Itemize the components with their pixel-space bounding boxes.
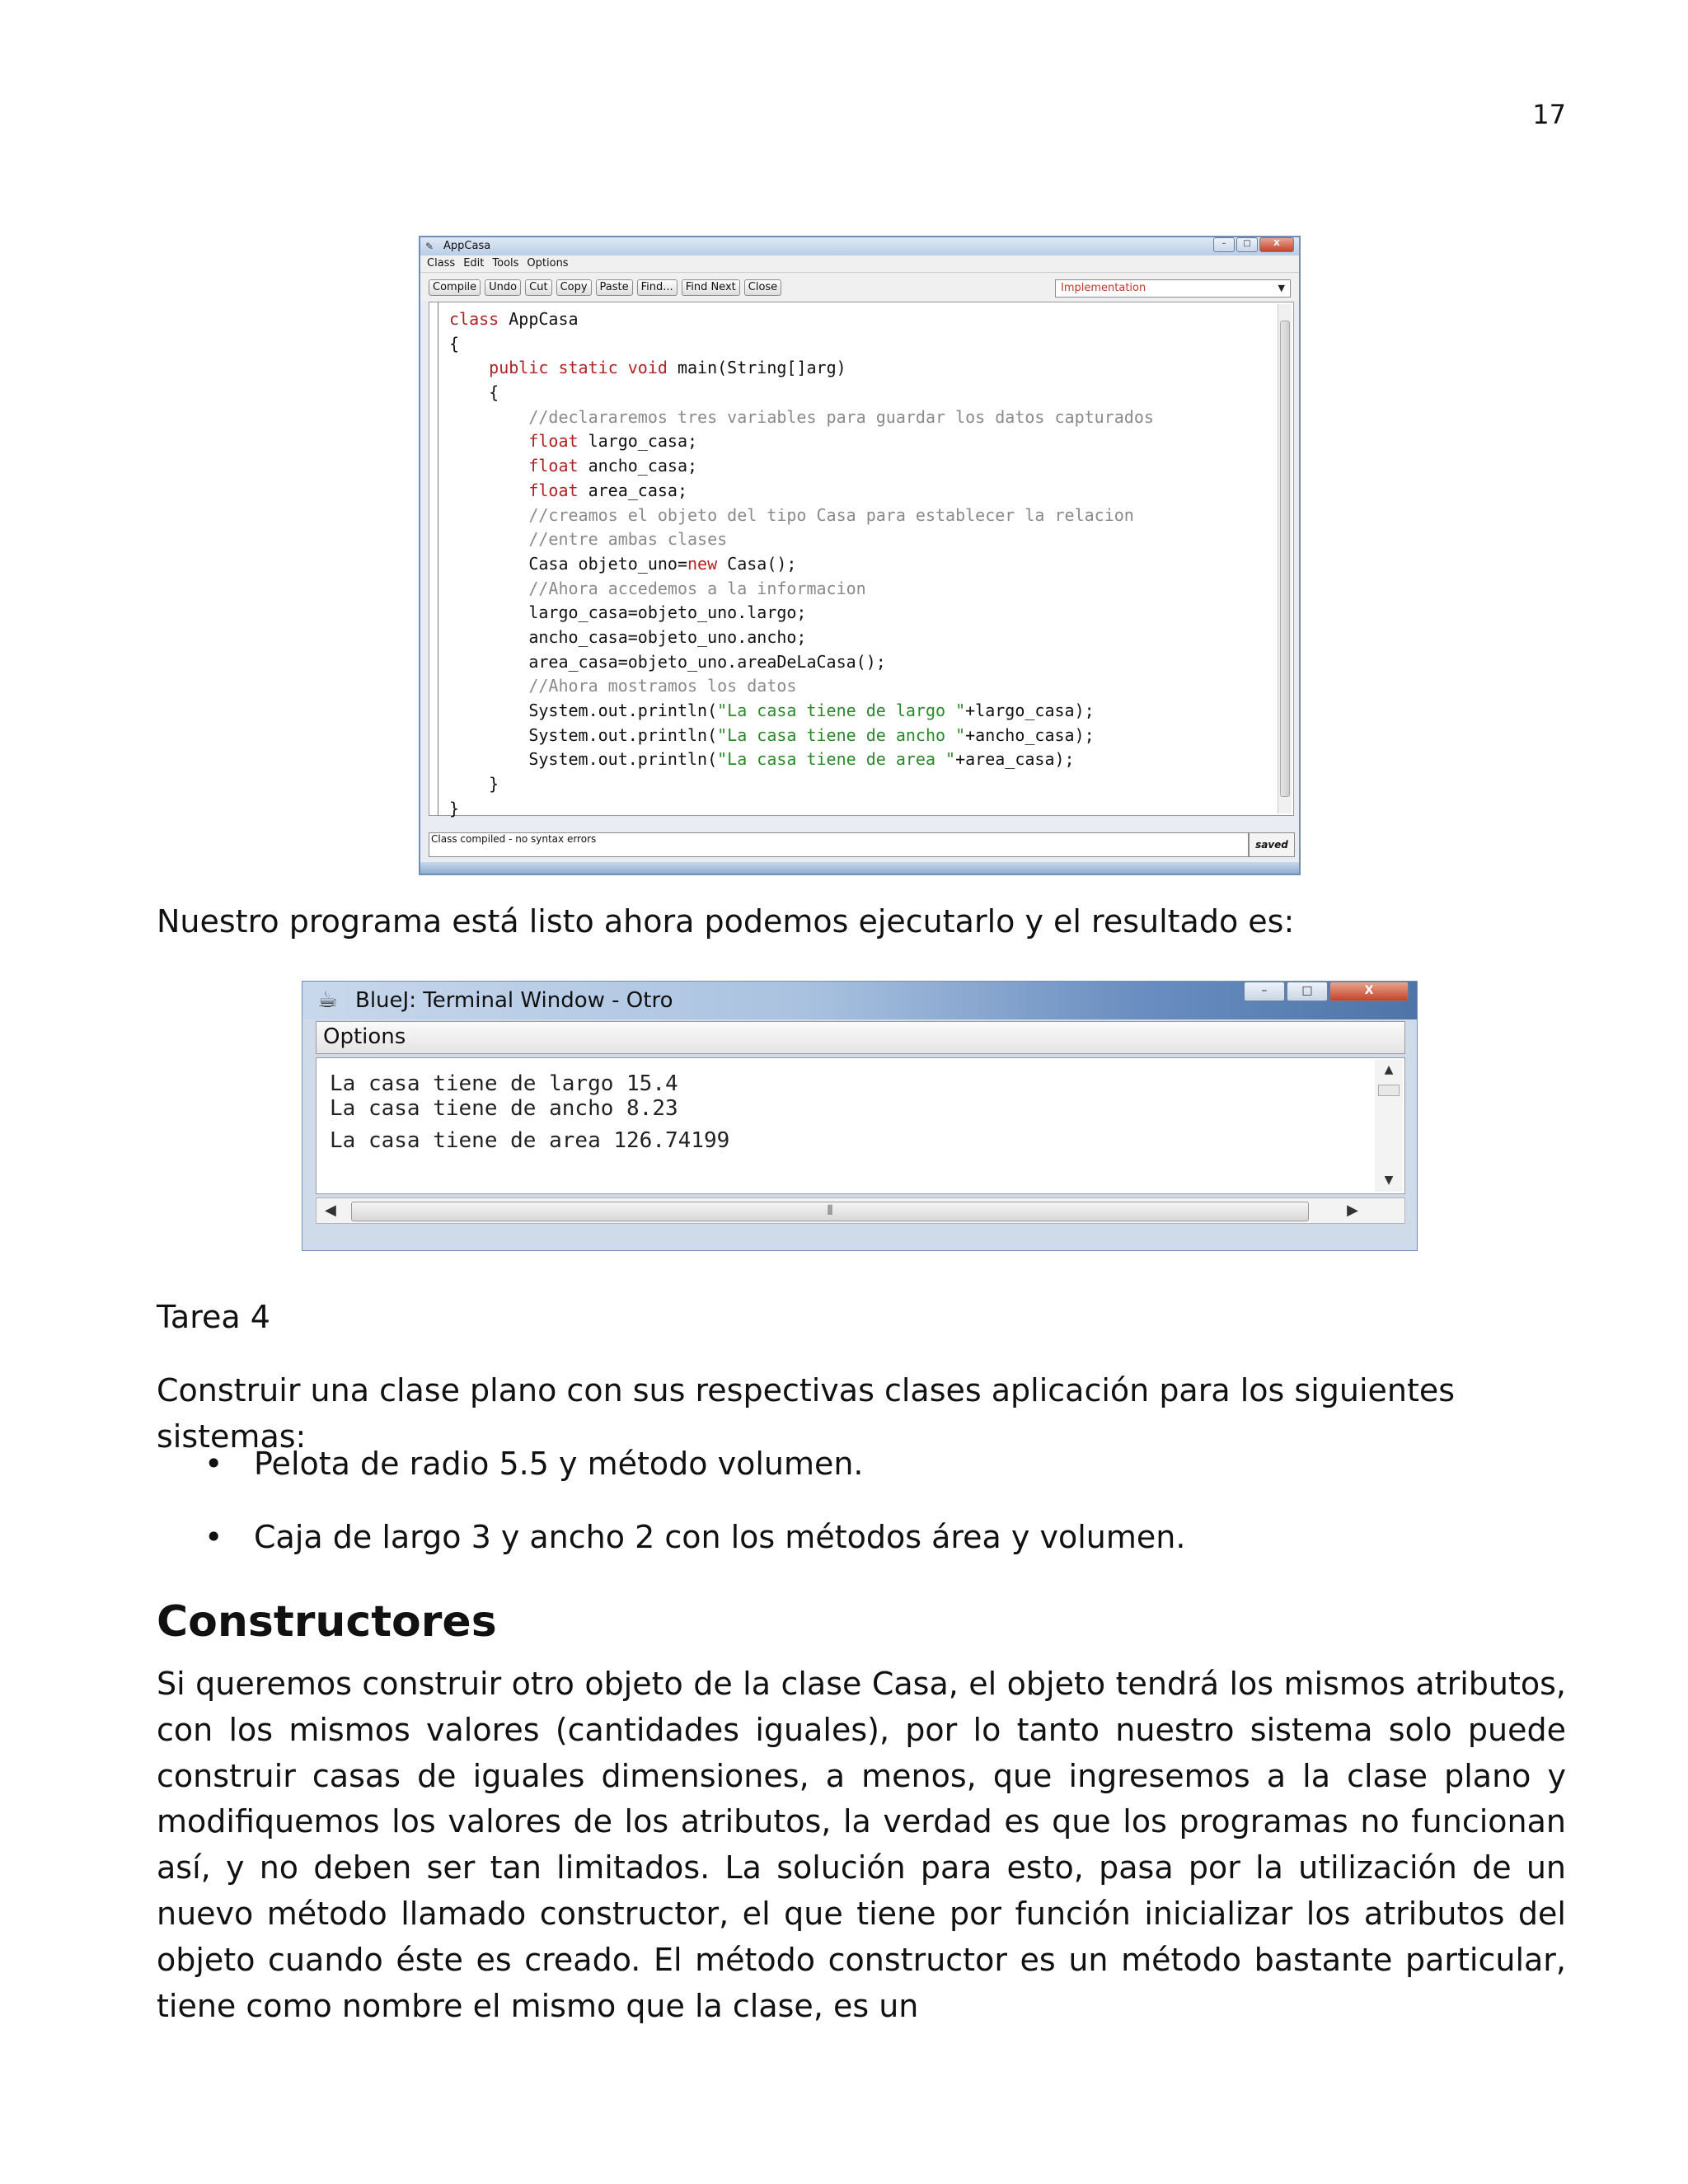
page-number: 17 — [1532, 99, 1566, 130]
code-line — [449, 307, 1154, 332]
copy-button[interactable]: Copy — [556, 279, 592, 296]
editor-window — [419, 236, 1301, 875]
code-line — [449, 748, 1154, 772]
code-text — [449, 307, 1154, 821]
code-line — [449, 332, 1154, 357]
code-line — [449, 479, 1154, 504]
list-item — [204, 1441, 1185, 1487]
code-token: +area_casa); — [955, 749, 1075, 770]
code-line — [449, 650, 1154, 675]
bullet-list — [204, 1441, 1185, 1587]
code-line — [449, 601, 1154, 626]
code-token: largo_casa; — [578, 431, 698, 452]
code-token — [449, 358, 489, 377]
window-bottom-edge — [420, 862, 1299, 874]
code-editor[interactable] — [429, 302, 1294, 816]
code-token: System.out.println( — [449, 749, 718, 770]
body-paragraph: Si queremos construir otro objeto de la clase Casa, el objeto tendrá los mismos atributos, con los mismos valores (cantidades iguales), por lo tanto nuestro sistema solo puede construir casas de iguales dimensiones, a menos, que ingresemos a la clase plano y modifiquemos los valores de los atributos, la verdad es que los programas no funcionan así, y no deben ser tan limitados. La solución para esto, pasa por la utilización de un nuevo método llamado constructor, el que tiene por función inicializar los atributos del objeto cuando éste es creado. El método constructor es un método bastante particular, tiene como nombre el mismo que la clase, es un — [157, 1666, 1566, 2024]
editor-scrollbar[interactable] — [1278, 304, 1292, 813]
tarea-title: Tarea 4 — [157, 1299, 270, 1335]
code-keyword: float — [528, 431, 579, 452]
code-line — [449, 504, 1154, 528]
find-button[interactable]: Find... — [637, 279, 678, 296]
code-token: ancho_casa=objeto_uno.ancho; — [449, 626, 807, 647]
terminal-hscrollbar[interactable] — [316, 1197, 1405, 1224]
editor-scroll-thumb[interactable] — [1280, 321, 1290, 797]
editor-menubar — [420, 255, 1299, 273]
menu-options[interactable]: Options — [323, 1024, 406, 1049]
code-token: { — [449, 333, 460, 354]
terminal-vscrollbar[interactable] — [1375, 1060, 1403, 1192]
editor-titlebar — [420, 237, 1299, 255]
menu-options[interactable]: Options — [527, 257, 569, 269]
output-line: La casa tiene de largo 15.4 — [330, 1071, 678, 1096]
code-line — [449, 552, 1154, 577]
terminal-window — [302, 981, 1418, 1251]
code-keyword: new — [687, 553, 718, 574]
code-token: area_casa; — [578, 480, 687, 500]
code-string: "La casa tiene de ancho " — [717, 724, 966, 745]
menu-class[interactable]: Class — [427, 257, 456, 269]
list-item-text: Pelota de radio 5.5 y método volumen. — [254, 1446, 864, 1482]
code-comment: //creamos el objeto del tipo Casa para establecer la relacion — [449, 504, 1134, 525]
code-line — [449, 797, 1154, 822]
view-select-value: Implementation — [1061, 282, 1146, 294]
tarea-text: Construir una clase plano con sus respectivas clases aplicación para los siguientes sistemas: — [157, 1372, 1456, 1455]
code-keyword: public static void — [489, 358, 668, 378]
code-string: "La casa tiene de largo " — [717, 701, 966, 720]
bluej-icon: ✎ — [425, 241, 434, 252]
cut-button[interactable]: Cut — [525, 279, 551, 296]
code-token: area_casa=objeto_uno.areaDeLaCasa(); — [449, 651, 886, 672]
code-token: +ancho_casa); — [965, 724, 1095, 745]
terminal-titlebar — [302, 982, 1417, 1019]
terminal-maximize-button[interactable]: □ — [1287, 982, 1328, 1001]
scroll-up-icon[interactable]: ▲ — [1384, 1063, 1394, 1076]
menu-edit[interactable]: Edit — [463, 257, 485, 269]
code-line — [449, 454, 1154, 479]
code-comment: //Ahora mostramos los datos — [449, 676, 797, 696]
list-item-text: Caja de largo 3 y ancho 2 con los métodos área y volumen. — [254, 1519, 1186, 1555]
compile-button[interactable]: Compile — [429, 279, 481, 296]
chevron-down-icon: ▼ — [1278, 283, 1285, 293]
status-bar: Class compiled - no syntax errors — [429, 832, 1249, 857]
java-icon: ☕ — [317, 986, 339, 1013]
code-keyword: class — [449, 309, 499, 329]
code-token — [449, 431, 528, 451]
terminal-minimize-button[interactable]: – — [1244, 982, 1285, 1001]
terminal-title: BlueJ: Terminal Window - Otro — [355, 988, 673, 1013]
code-comment: //Ahora accedemos a la informacion — [449, 578, 866, 598]
editor-title: AppCasa — [443, 240, 491, 252]
scroll-left-icon[interactable]: ◀ — [325, 1202, 336, 1219]
code-string: "La casa tiene de area " — [717, 749, 956, 770]
code-token: } — [449, 774, 499, 794]
code-line — [449, 699, 1154, 724]
terminal-hscroll-thumb[interactable]: ⦀ — [351, 1202, 1309, 1221]
code-token — [449, 480, 528, 500]
code-keyword: float — [528, 480, 579, 500]
code-line — [449, 527, 1154, 552]
terminal-output[interactable] — [316, 1057, 1405, 1194]
output-line: La casa tiene de area 126.74199 — [330, 1127, 730, 1153]
scroll-right-icon[interactable]: ▶ — [1347, 1202, 1358, 1219]
code-token: System.out.println( — [449, 724, 718, 745]
view-select[interactable] — [1055, 279, 1291, 298]
code-line — [449, 626, 1154, 650]
code-line — [449, 772, 1154, 797]
code-line — [449, 381, 1154, 405]
code-line — [449, 724, 1154, 748]
code-token — [449, 456, 528, 476]
code-line — [449, 674, 1154, 699]
code-line — [449, 356, 1154, 381]
code-token: } — [449, 798, 460, 818]
minimize-button[interactable]: – — [1213, 237, 1235, 252]
close-button[interactable]: Close — [744, 279, 781, 296]
terminal-close-button[interactable]: X — [1329, 982, 1409, 1001]
output-line: La casa tiene de ancho 8.23 — [330, 1095, 678, 1121]
code-token: System.out.println( — [449, 701, 718, 720]
find-next-button[interactable]: Find Next — [682, 279, 740, 296]
saved-indicator: saved — [1249, 832, 1295, 857]
section-heading: Constructores — [157, 1597, 497, 1647]
list-item — [204, 1514, 1185, 1560]
undo-button[interactable]: Undo — [485, 279, 521, 296]
code-token: { — [449, 382, 499, 403]
paste-button[interactable]: Paste — [596, 279, 633, 296]
editor-toolbar — [420, 273, 1299, 301]
code-gutter — [433, 302, 438, 815]
code-comment: //declararemos tres variables para guardar los datos capturados — [449, 406, 1154, 427]
code-token: largo_casa=objeto_uno.largo; — [449, 602, 807, 623]
bullet-icon: • — [204, 1446, 223, 1482]
code-line — [449, 405, 1154, 430]
scroll-down-icon[interactable]: ▼ — [1384, 1174, 1394, 1187]
menu-tools[interactable]: Tools — [492, 257, 519, 269]
code-token: AppCasa — [499, 309, 579, 329]
terminal-vscroll-thumb[interactable] — [1378, 1085, 1400, 1096]
result-intro-text: Nuestro programa está listo ahora podemos ejecutarlo y el resultado es: — [157, 903, 1295, 940]
code-token: +largo_casa); — [965, 701, 1095, 720]
code-token: main(String[]arg) — [667, 358, 846, 378]
bullet-icon: • — [204, 1519, 223, 1555]
code-token: Casa objeto_uno= — [449, 553, 687, 574]
code-line — [449, 577, 1154, 602]
code-line — [449, 429, 1154, 454]
terminal-menubar — [316, 1021, 1405, 1054]
close-window-button[interactable]: X — [1259, 237, 1294, 252]
code-comment: //entre ambas clases — [449, 529, 728, 550]
code-token: Casa(); — [717, 553, 797, 574]
code-keyword: float — [528, 456, 579, 476]
maximize-button[interactable]: □ — [1236, 237, 1258, 252]
code-token: ancho_casa; — [578, 456, 698, 476]
